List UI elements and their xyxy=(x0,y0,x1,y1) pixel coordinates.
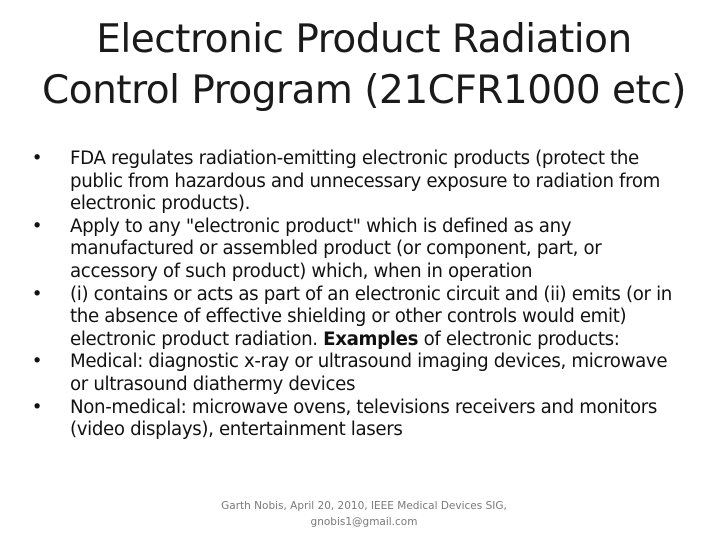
bullet-text: Non-medical: microwave ovens, televisions receivers and monitors (video displays), entertainment lasers xyxy=(70,396,658,441)
slide-title-line-1: Electronic Product Radiation xyxy=(96,17,632,62)
slide-title-line-2: Control Program (21CFR1000 etc) xyxy=(41,68,686,113)
bullet-marker: • xyxy=(31,283,43,305)
bullet-text: Apply to any "electronic product" which is defined as any manufactured or assembled product (or component, part, or accessory of such product) which, when in operation xyxy=(70,215,602,282)
bullet-marker: • xyxy=(31,215,43,237)
bullet-item xyxy=(28,351,688,396)
bullet-emphasis: Examples xyxy=(323,328,419,350)
slide-title xyxy=(20,14,708,116)
bullet-text xyxy=(70,284,672,350)
bullet-item xyxy=(28,148,688,216)
footer-line-1: Garth Nobis, April 20, 2010, IEEE Medical Devices SIG, xyxy=(221,500,507,512)
bullet-text-part: of electronic products: xyxy=(418,328,620,350)
bullet-item xyxy=(28,284,688,352)
bullet-text: Medical: diagnostic x-ray or ultrasound imaging devices, microwave or ultrasound diathermy devices xyxy=(70,351,668,395)
slide-footer xyxy=(214,498,514,530)
bullet-text: FDA regulates radiation-emitting electronic products (protect the public from hazardous and unnecessary exposure to radiation from electronic products). xyxy=(70,148,660,215)
bullet-text-part: (i) contains or acts as part of an electronic circuit and (ii) emits (or in the absence of effective shielding or other controls would emit) electronic product radiation. xyxy=(70,283,672,350)
bullet-marker: • xyxy=(31,396,43,418)
bullet-item xyxy=(28,397,688,442)
footer-line-2: gnobis1@gmail.com xyxy=(310,516,418,528)
bullet-item xyxy=(28,216,688,284)
bullet-marker: • xyxy=(31,351,43,373)
bullet-marker: • xyxy=(31,148,43,169)
bullet-list xyxy=(28,148,688,442)
